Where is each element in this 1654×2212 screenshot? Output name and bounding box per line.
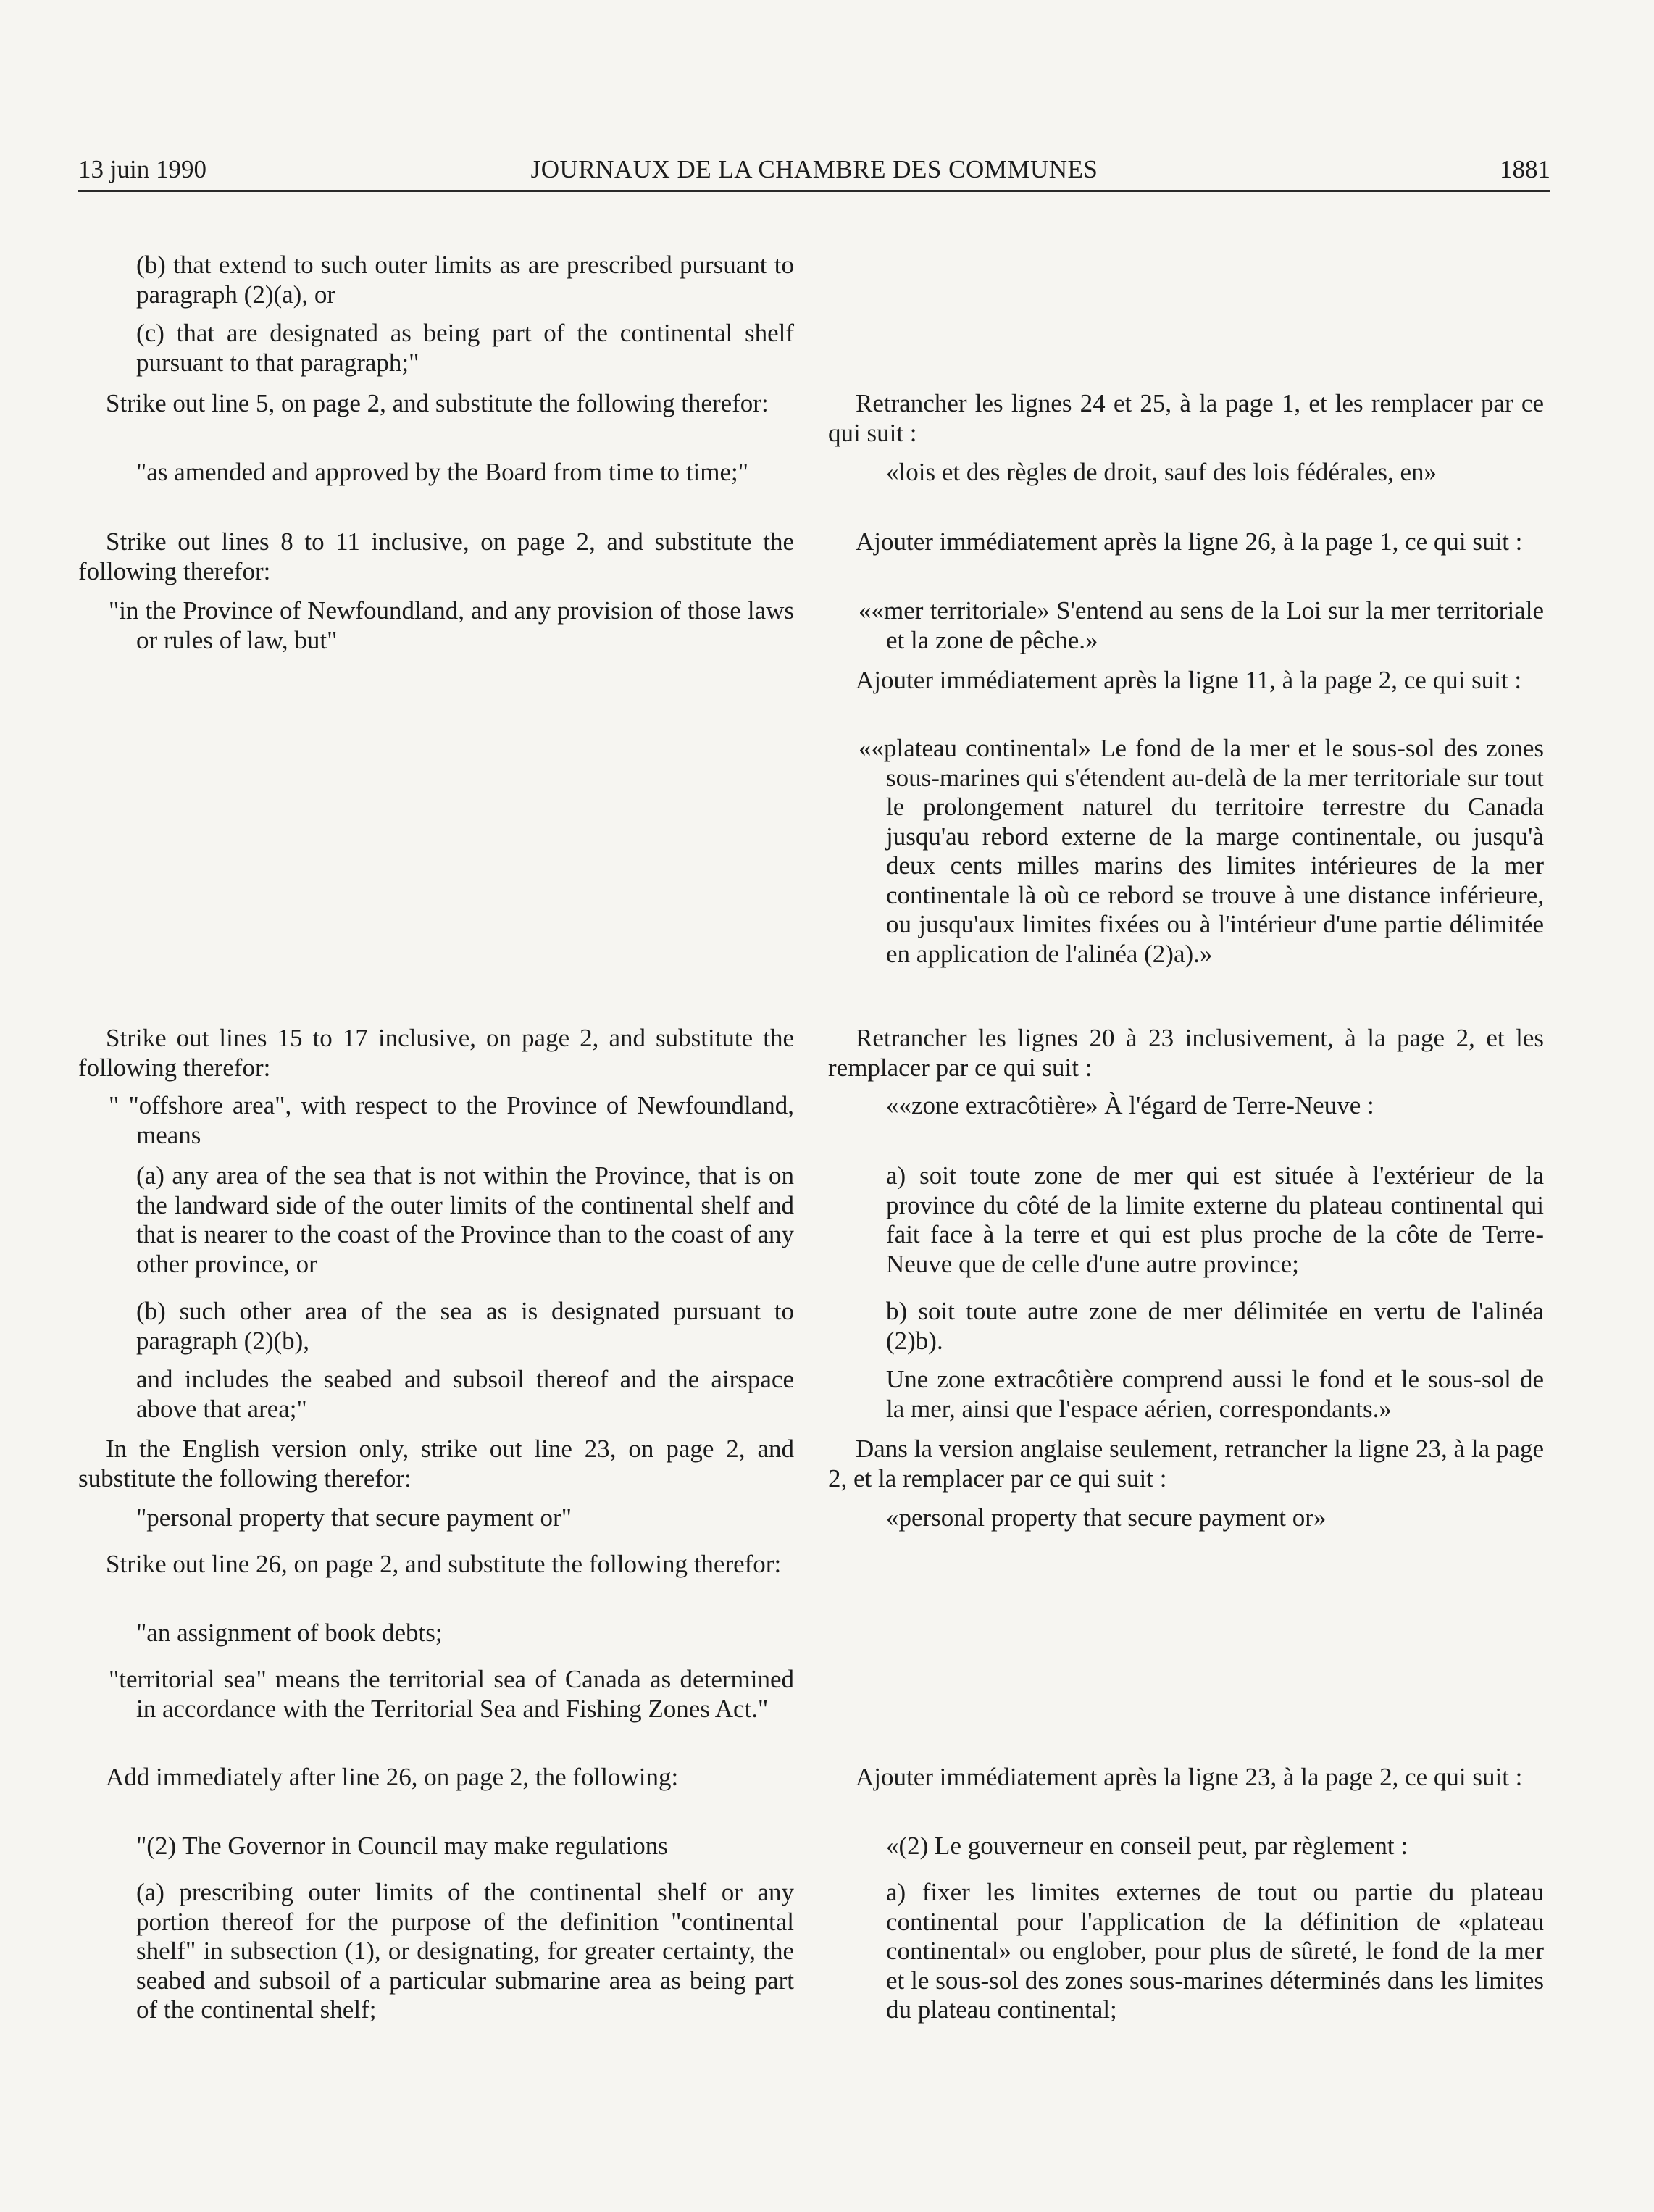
header-page-number: 1881	[1500, 155, 1550, 183]
fr-amendment-6: «(2) Le gouverneur en conseil peut, par règlement :	[886, 1832, 1408, 1860]
en-amendment-6: "(2) The Governor in Council may make regulations	[136, 1832, 668, 1860]
fr-amendment-2: ««mer territoriale» S'entend au sens de la Loi sur la mer territoriale et la zone de pêche.»	[859, 596, 1544, 654]
en-instruction-5: Strike out line 26, on page 2, and substitute the following therefor:	[106, 1550, 782, 1578]
fr-instruction-6: Ajouter immédiatement après la ligne 23, à la page 2, ce qui suit :	[856, 1763, 1523, 1791]
fr-clause-a4: a) soit toute zone de mer qui est située à l'extérieur de la province du côté de la limite externe du plateau continental qui fait face à la terre et qui est plus proche de la côte de Terre-Neuve que de celle d'une autre province;	[886, 1161, 1544, 1278]
fr-clause-b4: b) soit toute autre zone de mer délimitée en vertu de l'alinéa (2)b).	[886, 1297, 1544, 1355]
en-clause-b1: (b) that extend to such outer limits as are prescribed pursuant to paragraph (2)(a), or	[136, 251, 794, 309]
fr-instruction-2: Ajouter immédiatement après la ligne 26, à la page 1, ce qui suit :	[856, 527, 1523, 556]
en-clause-a3: (a) any area of the sea that is not within the Province, that is on the landward side of the outer limits of the continental shelf and that is nearer to the coast of the Province than to the coast of any other province, or	[136, 1161, 794, 1278]
fr-instruction-3: Ajouter immédiatement après la ligne 11, à la page 2, ce qui suit :	[856, 666, 1522, 694]
en-amendment-5a: "an assignment of book debts;	[136, 1619, 443, 1647]
en-instruction-4: In the English version only, strike out line 23, on page 2, and substitute the following therefor:	[78, 1435, 794, 1493]
fr-amendment-1: «lois et des règles de droit, sauf des lois fédérales, en»	[886, 458, 1437, 486]
en-instruction-3: Strike out lines 15 to 17 inclusive, on page 2, and substitute the following therefor:	[78, 1024, 794, 1082]
en-amendment-2: "in the Province of Newfoundland, and any provision of those laws or rules of law, but"	[109, 596, 794, 654]
fr-instruction-4: Retrancher les lignes 20 à 23 inclusivement, à la page 2, et les remplacer par ce qui suit :	[828, 1024, 1544, 1082]
en-instruction-2: Strike out lines 8 to 11 inclusive, on page 2, and substitute the following therefor:	[78, 527, 794, 585]
en-amendment-4: "personal property that secure payment or"	[136, 1503, 572, 1532]
en-amendment-1: "as amended and approved by the Board from time to time;"	[136, 458, 749, 486]
header-date: 13 juin 1990	[78, 155, 206, 183]
en-clause-b3: (b) such other area of the sea as is designated pursuant to paragraph (2)(b),	[136, 1297, 794, 1355]
fr-amendment-5: «personal property that secure payment or»	[886, 1503, 1327, 1532]
en-clause-a6: (a) prescribing outer limits of the continental shelf or any portion thereof for the purpose of the definition "continental shelf" in subsection (1), or designating, for greater certainty, the seabed and subsoil of a particular submarine area as being part of the continental shelf;	[136, 1878, 794, 2024]
page-header	[78, 154, 1550, 192]
header-title: JOURNAUX DE LA CHAMBRE DES COMMUNES	[530, 155, 1098, 183]
fr-clause-a6: a) fixer les limites externes de tout ou partie du plateau continental pour l'application de la définition de «plateau continental» ou englober, pour plus de sûreté, le fond de la mer et le sous-sol des zones sous-marines déterminés dans les limites du plateau continental;	[886, 1878, 1544, 2024]
fr-instruction-1: Retrancher les lignes 24 et 25, à la page 1, et les remplacer par ce qui suit :	[828, 389, 1544, 447]
en-clause-c1: (c) that are designated as being part of the continental shelf pursuant to that paragraph;"	[136, 319, 794, 377]
fr-amendment-4: ««zone extracôtière» À l'égard de Terre-Neuve :	[886, 1091, 1374, 1119]
fr-closing-4: Une zone extracôtière comprend aussi le fond et le sous-sol de la mer, ainsi que l'espace aérien, correspondants.»	[886, 1365, 1544, 1423]
fr-amendment-3: ««plateau continental» Le fond de la mer et le sous-sol des zones sous-marines qui s'étendent au-delà de la mer territoriale sur tout le prolongement naturel du territoire terrestre du Canada jusqu'au rebord externe de la marge continentale, ou jusqu'à deux cents milles marins des limites intérieures de la mer continentale là où ce rebord se trouve à une distance inférieure, ou jusqu'aux limites fixées ou à l'intérieur d'une partie délimitée en application de l'alinéa (2)a).»	[859, 734, 1544, 968]
fr-instruction-5: Dans la version anglaise seulement, retrancher la ligne 23, à la page 2, et la remplacer par ce qui suit :	[828, 1435, 1544, 1493]
en-amendment-3: " "offshore area", with respect to the Province of Newfoundland, means	[109, 1091, 794, 1149]
en-instruction-6: Add immediately after line 26, on page 2, the following:	[106, 1763, 679, 1791]
en-amendment-5b: "territorial sea" means the territorial sea of Canada as determined in accordance with the Territorial Sea and Fishing Zones Act."	[109, 1665, 794, 1723]
en-instruction-1: Strike out line 5, on page 2, and substitute the following therefor:	[106, 389, 769, 417]
en-closing-3: and includes the seabed and subsoil thereof and the airspace above that area;"	[136, 1365, 794, 1423]
